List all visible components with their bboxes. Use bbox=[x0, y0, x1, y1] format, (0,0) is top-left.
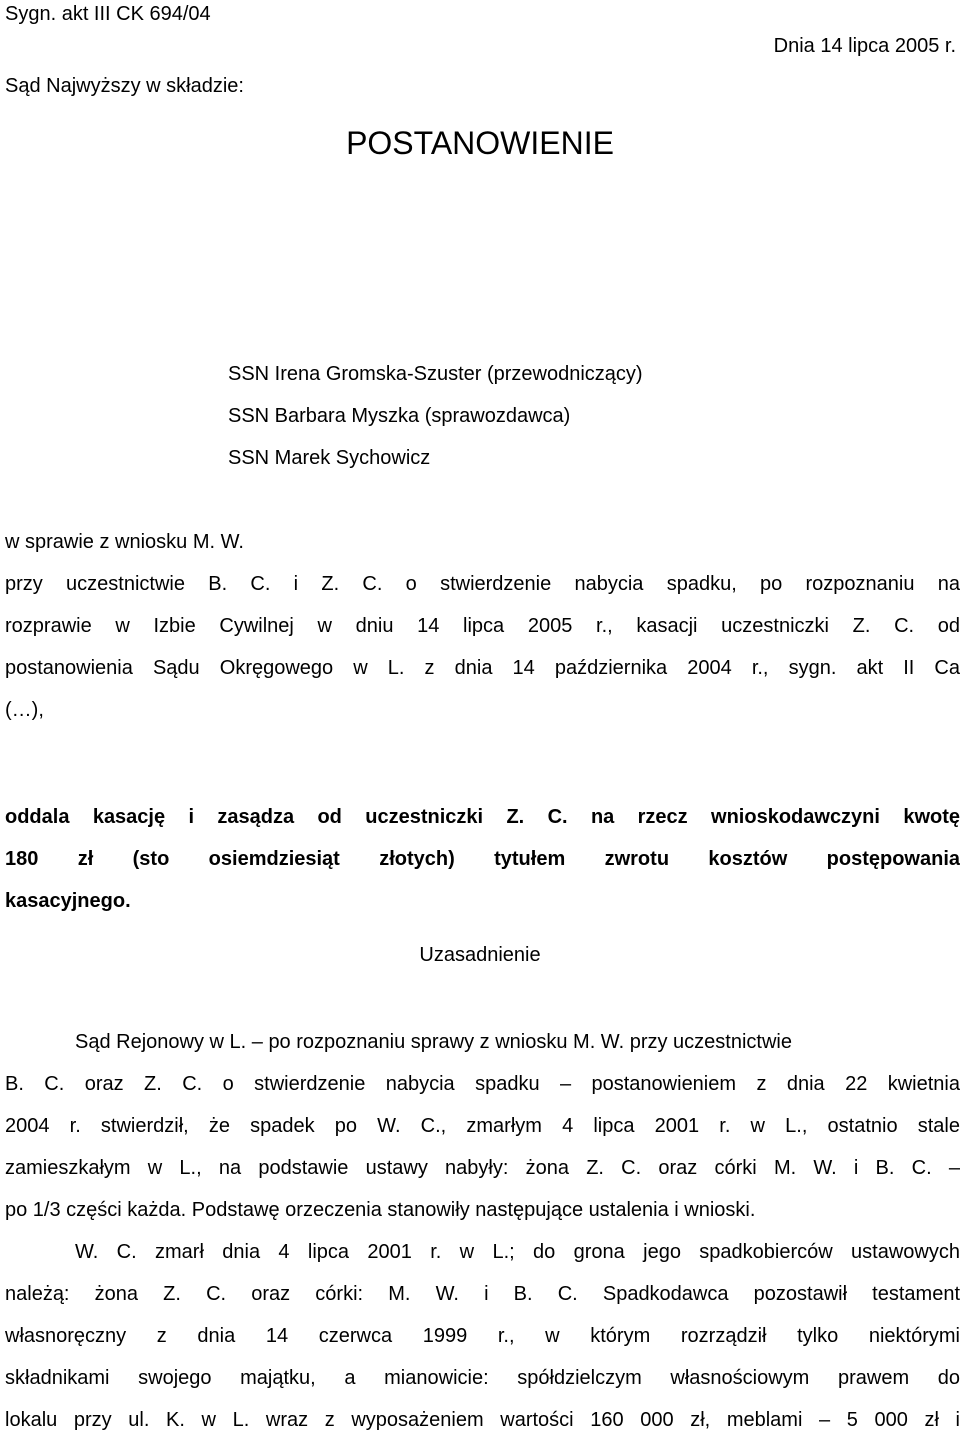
judge-entry: SSN Irena Gromska-Szuster (przewodniczący) bbox=[228, 363, 643, 385]
reasoning-text bbox=[5, 1021, 960, 1441]
judge-entry: SSN Marek Sychowicz bbox=[228, 447, 431, 469]
reasoning-line: należą: żona Z. C. oraz córki: M. W. i B. C. Spadkodawca pozostawił testament bbox=[5, 1283, 960, 1305]
case-intro-line: (…), bbox=[5, 699, 44, 721]
case-intro-line: rozprawie w Izbie Cywilnej w dniu 14 lipca 2005 r., kasacji uczestniczki Z. C. od bbox=[5, 615, 960, 637]
reasoning-line: lokalu przy ul. K. w L. wraz z wyposażeniem wartości 160 000 zł, meblami – 5 000 zł i bbox=[5, 1409, 960, 1431]
case-intro-line: postanowienia Sądu Okręgowego w L. z dnia 14 października 2004 r., sygn. akt II Ca bbox=[5, 657, 960, 679]
decision-line: 180 zł (sto osiemdziesiąt złotych) tytułem zwrotu kosztów postępowania bbox=[5, 848, 960, 870]
court-composition-label: Sąd Najwyższy w składzie: bbox=[5, 75, 244, 97]
reasoning-line: składnikami swojego majątku, a mianowicie: spółdzielczym własnościowym prawem do bbox=[5, 1367, 960, 1389]
case-intro-line: w sprawie z wniosku M. W. bbox=[5, 531, 244, 553]
case-intro-line: przy uczestnictwie B. C. i Z. C. o stwierdzenie nabycia spadku, po rozpoznaniu na bbox=[5, 573, 960, 595]
case-intro bbox=[5, 521, 960, 731]
reasoning-line: zamieszkałym w L., na podstawie ustawy nabyły: żona Z. C. oraz córki M. W. i B. C. – bbox=[5, 1157, 960, 1179]
reasoning-line: B. C. oraz Z. C. o stwierdzenie nabycia spadku – postanowieniem z dnia 22 kwietnia bbox=[5, 1073, 960, 1095]
decision-text bbox=[5, 796, 960, 922]
decision-date: Dnia 14 lipca 2005 r. bbox=[773, 35, 956, 57]
reasoning-line: Sąd Rejonowy w L. – po rozpoznaniu sprawy z wniosku M. W. przy uczestnictwie bbox=[75, 1031, 792, 1053]
reasoning-line: po 1/3 części każda. Podstawę orzeczenia stanowiły następujące ustalenia i wnioski. bbox=[5, 1199, 756, 1221]
case-signature: Sygn. akt III CK 694/04 bbox=[5, 3, 211, 25]
reasoning-heading: Uzasadnienie bbox=[419, 944, 541, 966]
reasoning-line: W. C. zmarł dnia 4 lipca 2001 r. w L.; do grona jego spadkobierców ustawowych bbox=[75, 1241, 960, 1263]
judges-list bbox=[228, 353, 643, 479]
decision-line: kasacyjnego. bbox=[5, 890, 131, 912]
reasoning-line: 2004 r. stwierdził, że spadek po W. C., zmarłym 4 lipca 2001 r. w L., ostatnio stale bbox=[5, 1115, 960, 1137]
judge-entry: SSN Barbara Myszka (sprawozdawca) bbox=[228, 405, 571, 427]
decision-line: oddala kasację i zasądza od uczestniczki Z. C. na rzecz wnioskodawczyni kwotę bbox=[5, 806, 960, 828]
reasoning-line: własnoręczny z dnia 14 czerwca 1999 r., w którym rozrządził tylko niektórymi bbox=[5, 1325, 960, 1347]
document-title: POSTANOWIENIE bbox=[346, 125, 614, 161]
